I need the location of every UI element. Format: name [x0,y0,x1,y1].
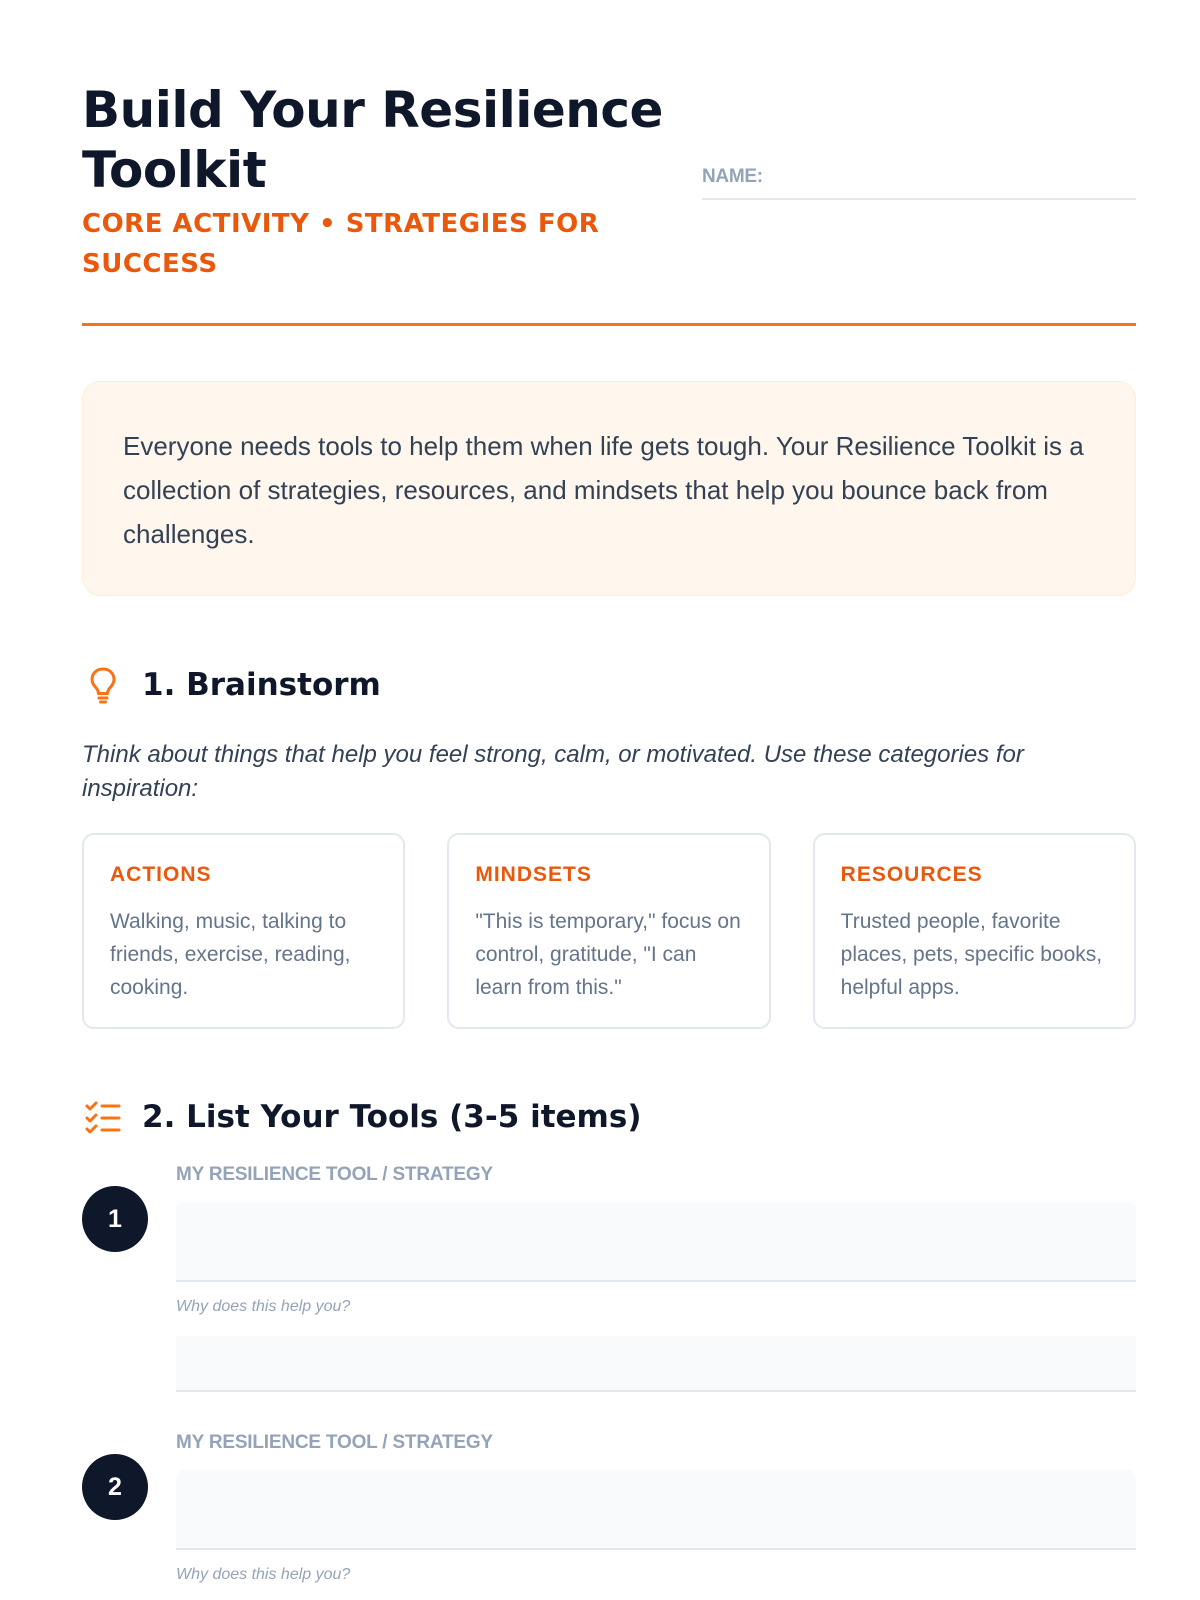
tool-number-badge: 1 [82,1186,148,1252]
card-title: RESOURCES [840,863,983,886]
category-card-mindsets [447,833,770,1029]
card-title: MINDSETS [475,863,592,886]
page-title: Build Your Resilience Toolkit [82,81,663,199]
card-title: ACTIONS [110,863,212,886]
category-cards [82,833,1136,1029]
tool-label: MY RESILIENCE TOOL / STRATEGY [176,1164,493,1185]
why-prompt: Why does this help you? [176,1566,351,1583]
card-text: Walking, music, talking to friends, exercise, reading, cooking. [110,910,351,999]
tools-heading [82,1096,641,1138]
checklist-icon [82,1096,124,1138]
name-field[interactable] [702,164,1136,200]
card-text: "This is temporary," focus on control, gratitude, "I can learn from this." [475,910,741,999]
header-divider [82,323,1136,326]
brainstorm-heading [82,664,381,706]
header [82,0,1118,330]
brainstorm-title: 1. Brainstorm [142,667,381,703]
tool-label: MY RESILIENCE TOOL / STRATEGY [176,1432,493,1453]
lightbulb-icon [82,664,124,706]
tools-title: 2. List Your Tools (3-5 items) [142,1099,642,1135]
intro-box [82,381,1136,596]
page-subtitle: CORE ACTIVITY • STRATEGIES FOR SUCCESS [82,209,600,279]
category-card-resources [813,833,1136,1029]
tool-input[interactable] [176,1470,1136,1550]
tool-number-badge: 2 [82,1454,148,1520]
card-text: Trusted people, favorite places, pets, specific books, helpful apps. [840,910,1103,999]
category-card-actions [82,833,405,1029]
why-prompt: Why does this help you? [176,1298,351,1315]
why-input[interactable] [176,1336,1136,1392]
brainstorm-prompt: Think about things that help you feel strong, calm, or motivated. Use these categories for inspiration: [82,741,1024,802]
name-label: NAME: [702,166,763,187]
tool-input[interactable] [176,1202,1136,1282]
intro-text: Everyone needs tools to help them when life gets tough. Your Resilience Toolkit is a collection of strategies, resources, and mindsets that help you bounce back from challenges. [123,431,1084,549]
